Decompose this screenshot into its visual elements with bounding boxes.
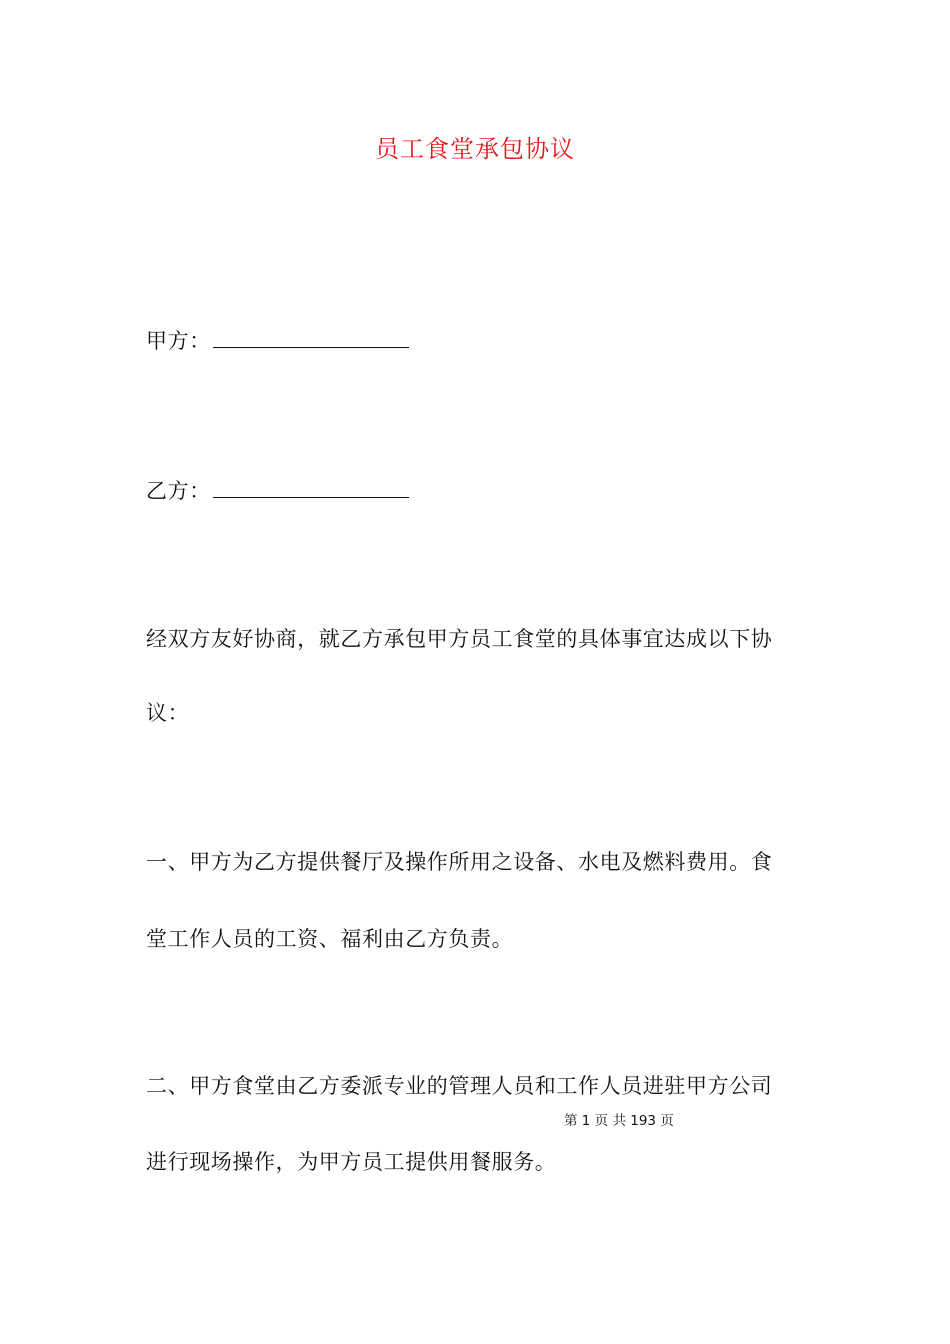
paragraph-line: 议： — [146, 701, 190, 725]
clause-line: 二、甲方食堂由乙方委派专业的管理人员和工作人员进驻甲方公司 — [146, 1074, 773, 1098]
clause-line: 一、甲方为乙方提供餐厅及操作所用之设备、水电及燃料费用。食 — [146, 850, 773, 874]
party-a-blank — [213, 325, 409, 348]
party-b-blank — [213, 475, 409, 498]
party-a-label: 甲方： — [146, 329, 211, 353]
party-a-line — [146, 325, 810, 356]
page-footer: 第 1 页 共 193 页 — [564, 1113, 674, 1129]
party-b-label: 乙方： — [146, 479, 211, 503]
party-b-line — [146, 475, 810, 506]
clause-line: 进行现场操作，为甲方员工提供用餐服务。 — [146, 1150, 557, 1174]
paragraph-line: 经双方友好协商，就乙方承包甲方员工食堂的具体事宜达成以下协 — [146, 627, 773, 651]
clause-line: 堂工作人员的工资、福利由乙方负责。 — [146, 927, 514, 951]
document-title: 员工食堂承包协议 — [375, 135, 575, 163]
